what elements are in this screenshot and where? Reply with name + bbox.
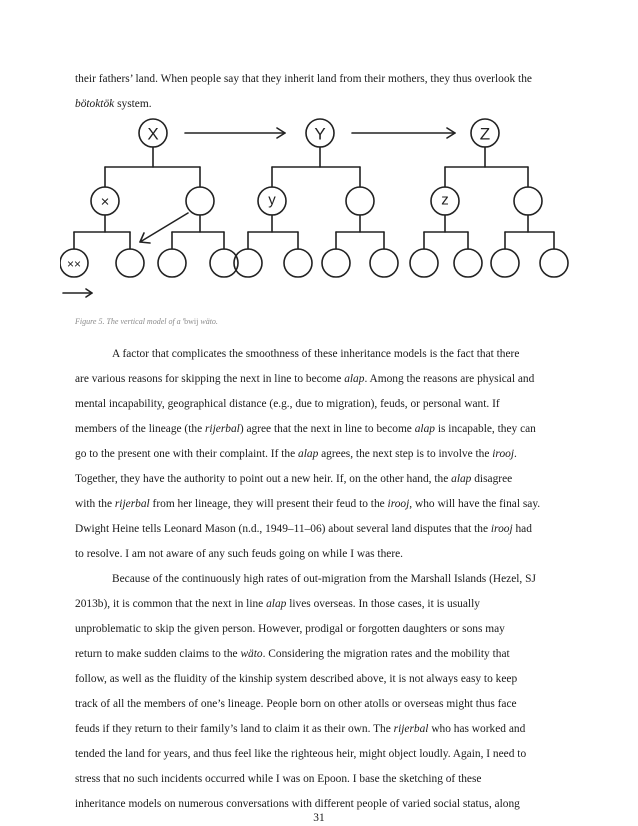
paragraph-2-line <box>75 797 565 811</box>
node <box>454 249 482 277</box>
text-run: had <box>512 523 532 535</box>
term-alap: alap <box>266 598 287 610</box>
paragraph-1-line <box>75 547 565 561</box>
label-y-child: y <box>268 191 276 209</box>
term-rijerbal: rijerbal <box>393 723 429 735</box>
text-run: , who will have the final say. <box>409 498 541 510</box>
text-run: tended the land for years, and thus feel like the righteous heir, might object loudly. Again, I need to <box>75 748 527 760</box>
node <box>410 249 438 277</box>
text-run: from her lineage, they will present their feud to the <box>149 498 388 510</box>
term-irooj: irooj <box>492 448 514 460</box>
term-alap: alap <box>298 448 319 460</box>
term-botoktok: bötoktök <box>75 98 115 110</box>
intro-line-2 <box>75 97 565 111</box>
node-sibling <box>346 187 374 215</box>
paragraph-1-line <box>75 522 565 536</box>
label-y: Y <box>314 124 326 144</box>
paragraph-1-line <box>75 397 565 411</box>
text-run: ) agree that the next in line to become <box>239 423 415 435</box>
paragraph-2-line <box>75 647 565 661</box>
text-run: Because of the continuously high rates of out-migration from the Marshall Islands (Hezel, SJ <box>112 573 536 585</box>
text-run: disagree <box>471 473 513 485</box>
paragraph-2-line <box>75 747 565 761</box>
caption-term: 'bwij <box>182 317 199 326</box>
term-alap: alap <box>451 473 472 485</box>
text-run: . Among the reasons are physical and <box>364 373 535 385</box>
text-run: with the <box>75 498 115 510</box>
label-z: Z <box>479 124 491 144</box>
text-run: to resolve. I am not aware of any such feuds going on while I was there. <box>75 548 404 560</box>
text-run: Together, they have the authority to point out a new heir. If, on the other hand, the <box>75 473 452 485</box>
text-run: A factor that complicates the smoothness of these inheritance models is the fact that there <box>112 348 520 360</box>
arrow-head <box>140 233 150 243</box>
text-run: who has worked and <box>428 723 526 735</box>
node <box>370 249 398 277</box>
node-sibling <box>514 187 542 215</box>
text-run: . <box>514 448 517 460</box>
text-run: track of all the members of one’s lineage. People born on other atolls or overseas might thus face <box>75 698 517 710</box>
node <box>491 249 519 277</box>
kinship-diagram <box>60 112 580 307</box>
text-run: members of the lineage (the <box>75 423 205 435</box>
text-run: . Considering the migration rates and the mobility that <box>262 648 510 660</box>
paragraph-2-line <box>75 722 565 736</box>
term-wato: wäto <box>240 648 263 660</box>
term-alap: alap <box>414 423 435 435</box>
text-run: inheritance models on numerous conversations with different people of varied social status, along <box>75 798 520 810</box>
text-run: is incapable, they can <box>434 423 536 435</box>
label-x-grandchild: ×× <box>66 257 82 271</box>
paragraph-2-line <box>112 572 565 586</box>
text-run: follow, as well as the fluidity of the kinship system described above, it is not always easy to keep <box>75 673 518 685</box>
term-rijerbal: rijerbal <box>205 423 240 435</box>
label-x: X <box>147 124 159 144</box>
term-alap: alap <box>344 373 365 385</box>
paragraph-2-line <box>75 622 565 636</box>
text-run: Dwight Heine tells Leonard Mason (n.d., 1949–11–06) about several land disputes that the <box>75 523 491 535</box>
text-run: unproblematic to skip the given person. However, prodigal or forgotten daughters or sons may <box>75 623 505 635</box>
text-run: feuds if they return to their family’s land to claim it as their own. The <box>75 723 394 735</box>
succession-arrow <box>140 213 188 242</box>
page-number: 31 <box>313 812 325 824</box>
text-run: are various reasons for skipping the next in line to become <box>75 373 345 385</box>
term-irooj: irooj <box>490 523 513 535</box>
text-run: go to the present one with their complaint. If the <box>75 448 299 460</box>
text-run: their fathers’ land. When people say that they inherit land from their mothers, they thus overlook the <box>75 73 532 85</box>
text-run: system. <box>114 98 152 110</box>
tree-x <box>60 119 238 297</box>
text-run: agrees, the next step is to involve the <box>318 448 493 460</box>
paragraph-1-line <box>75 422 565 436</box>
text-run: lives overseas. In those cases, it is usually <box>286 598 480 610</box>
text-run: mental incapability, geographical distance (e.g., due to migration), feuds, or personal want. If <box>75 398 500 410</box>
term-irooj: irooj <box>387 498 410 510</box>
figure-caption <box>75 317 218 326</box>
paragraph-2-line <box>75 697 565 711</box>
text-run: 2013b), it is common that the next in line <box>75 598 267 610</box>
paragraph-1-line <box>75 372 565 386</box>
node <box>540 249 568 277</box>
paragraph-2-line <box>75 772 565 786</box>
text-run: stress that no such incidents occurred while I was on Epoon. I base the sketching of these <box>75 773 482 785</box>
caption-text: wäto. <box>198 317 218 326</box>
node <box>284 249 312 277</box>
label-x-child: × <box>100 193 110 211</box>
node <box>322 249 350 277</box>
paragraph-2-line <box>75 597 565 611</box>
caption-text: Figure 5. The vertical model of a <box>75 317 183 326</box>
paragraph-1-line <box>75 447 565 461</box>
paragraph-1-line <box>75 497 565 511</box>
term-rijerbal: rijerbal <box>114 498 150 510</box>
node <box>158 249 186 277</box>
label-z-child: z <box>441 191 449 209</box>
text-run: return to make sudden claims to the <box>75 648 241 660</box>
paragraph-1-line <box>75 472 565 486</box>
intro-line-1 <box>75 72 565 86</box>
node-sibling <box>186 187 214 215</box>
paragraph-1-line <box>112 347 565 361</box>
node <box>116 249 144 277</box>
paragraph-2-line <box>75 672 565 686</box>
